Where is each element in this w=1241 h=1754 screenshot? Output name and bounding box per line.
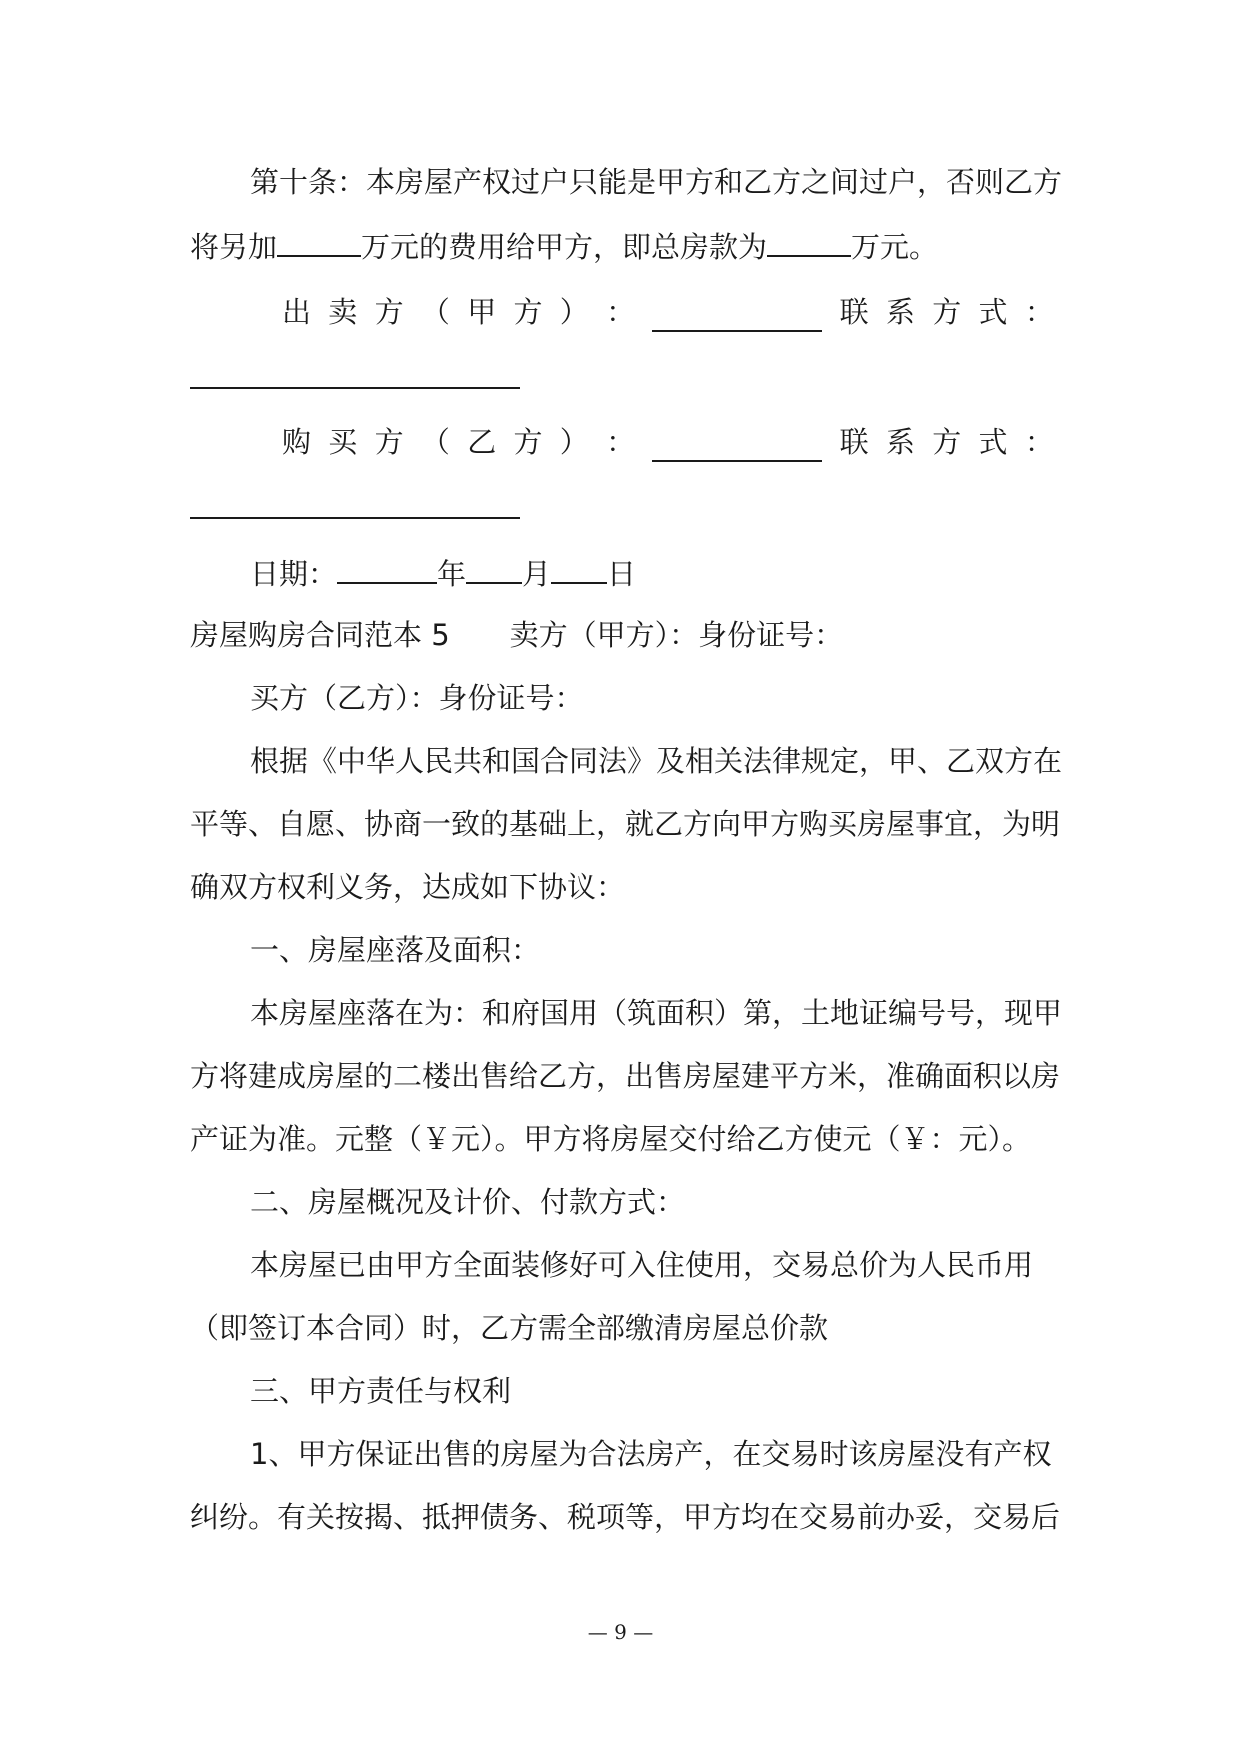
buyer-char: ） [559, 425, 589, 459]
amount-blank[interactable] [277, 225, 361, 257]
seller-char: 卖 [328, 295, 358, 329]
section1-body-line: 产证为准。元整（￥元）。甲方将房屋交付给乙方使元（￥：元）。 [190, 1122, 1032, 1156]
buyer-signature-line [282, 422, 1054, 462]
buyer-contact-blank[interactable] [190, 515, 520, 519]
contract5-title-line [190, 615, 1060, 655]
buyer-char: 购 [282, 425, 312, 459]
section1-body-line: 方将建成房屋的二楼出售给乙方，出售房屋建平方米，准确面积以房 [190, 1059, 1061, 1093]
month-blank[interactable] [466, 552, 522, 584]
seller-contact-blank[interactable] [190, 385, 520, 389]
buyer-contact-char: 联 [839, 425, 869, 459]
seller-signature-line [282, 292, 1054, 332]
section2-body-line: 本房屋已由甲方全面装修好可入住使用，交易总价为人民币用 [250, 1248, 1034, 1282]
intro-line: 平等、自愿、协商一致的基础上，就乙方向甲方购买房屋事宜，为明 [190, 807, 1061, 841]
seller-char: 方 [513, 295, 543, 329]
clause10-text-b: 万元的费用给甲方，即总房款为 [361, 230, 768, 264]
buyer-char: 乙 [467, 425, 497, 459]
section3-title: 三、甲方责任与权利 [250, 1374, 512, 1408]
section3-item1-line: 纠纷。有关按揭、抵押债务、税项等，甲方均在交易前办妥，交易后 [190, 1500, 1061, 1534]
page-number: — 9 — [587, 1620, 654, 1644]
buyer-contact-char: 式 [978, 425, 1008, 459]
seller-contact-char: 系 [885, 295, 915, 329]
buyer-char: 方 [374, 425, 404, 459]
seller-char: ： [606, 295, 636, 329]
buyer-contact-char: 系 [885, 425, 915, 459]
seller-char: 方 [374, 295, 404, 329]
section2-body-line: （即签订本合同）时，乙方需全部缴清房屋总价款 [190, 1311, 829, 1345]
contract5-seller: 卖方（甲方）：身份证号： [509, 618, 844, 652]
date-line [250, 552, 1060, 594]
buyer-char: （ [420, 425, 450, 459]
day-label: 日 [607, 557, 637, 591]
seller-char: （ [420, 295, 450, 329]
contract5-title: 房屋购房合同范本 5 [190, 618, 450, 652]
seller-contact-char: 方 [932, 295, 962, 329]
buyer-char: 买 [328, 425, 358, 459]
seller-contact-char: 式 [978, 295, 1008, 329]
section1-title: 一、房屋座落及面积： [250, 933, 541, 967]
buyer-contact-char: ： [1024, 425, 1054, 459]
seller-char: ） [559, 295, 589, 329]
seller-contact-char: ： [1024, 295, 1054, 329]
total-amount-blank[interactable] [767, 225, 851, 257]
buyer-contact-char: 方 [932, 425, 962, 459]
intro-line: 确双方权利义务，达成如下协议： [190, 870, 626, 904]
intro-line: 根据《中华人民共和国合同法》及相关法律规定，甲、乙双方在 [250, 744, 1063, 778]
year-label: 年 [437, 557, 467, 591]
section1-body-line: 本房屋座落在为：和府国用（筑面积）第，土地证编号号，现甲 [250, 996, 1063, 1030]
clause10-text-c: 万元。 [851, 230, 939, 264]
buyer-name-blank[interactable] [652, 430, 822, 462]
contract5-buyer: 买方（乙方）：身份证号： [250, 681, 584, 715]
year-blank[interactable] [337, 552, 437, 584]
seller-char: 出 [282, 295, 312, 329]
clause10-line1: 第十条：本房屋产权过户只能是甲方和乙方之间过户，否则乙方 [250, 165, 1063, 199]
section3-item1-line: 1、甲方保证出售的房屋为合法房产，在交易时该房屋没有产权 [250, 1437, 1052, 1471]
date-label: 日期： [250, 557, 338, 591]
seller-char: 甲 [467, 295, 497, 329]
day-blank[interactable] [551, 552, 607, 584]
month-label: 月 [522, 557, 552, 591]
clause10-text-a: 将另加 [190, 230, 278, 264]
seller-contact-char: 联 [839, 295, 869, 329]
buyer-char: 方 [513, 425, 543, 459]
seller-name-blank[interactable] [652, 300, 822, 332]
clause10-line2 [190, 225, 1060, 267]
buyer-char: ： [606, 425, 636, 459]
section2-title: 二、房屋概况及计价、付款方式： [250, 1185, 686, 1219]
